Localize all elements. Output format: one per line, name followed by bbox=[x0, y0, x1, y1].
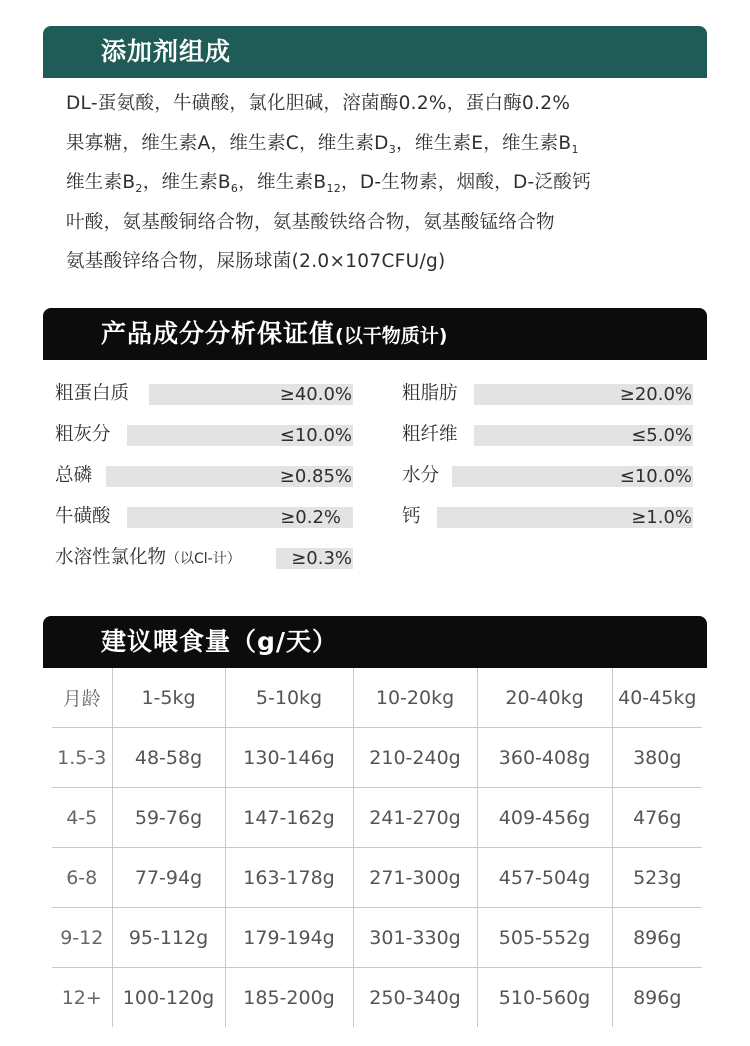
amount-cell: 271-300g bbox=[353, 848, 477, 908]
table-row bbox=[52, 728, 702, 788]
amount-cell: 523g bbox=[612, 848, 702, 908]
analysis-value: ≥0.85% bbox=[279, 466, 352, 487]
additives-line-3-d: ，D-生物素，烟酸，D-泛酸钙 bbox=[341, 172, 591, 193]
analysis-item-calcium bbox=[402, 504, 694, 530]
subscript-b1: 1 bbox=[571, 142, 579, 156]
amount-cell: 250-340g bbox=[353, 968, 477, 1028]
analysis-title-main: 产品成分分析保证值 bbox=[101, 319, 336, 348]
analysis-title bbox=[101, 308, 447, 362]
value-bar bbox=[437, 507, 693, 528]
analysis-item-taurine bbox=[55, 504, 353, 530]
value-bar bbox=[474, 384, 693, 405]
header-weight: 20-40kg bbox=[477, 668, 612, 728]
amount-cell: 185-200g bbox=[225, 968, 353, 1028]
amount-cell: 130-146g bbox=[225, 728, 353, 788]
table-row bbox=[52, 908, 702, 968]
subscript-b2: 2 bbox=[135, 182, 143, 195]
analysis-label: 粗纤维 bbox=[402, 424, 458, 445]
amount-cell: 147-162g bbox=[225, 788, 353, 848]
additives-line-2-a: 果寡糖，维生素A，维生素C，维生素D bbox=[66, 132, 389, 154]
chloride-label: 水溶性氯化物 bbox=[55, 547, 167, 568]
table-row bbox=[52, 788, 702, 848]
feeding-title: 建议喂食量（g/天） bbox=[101, 627, 339, 656]
table-row bbox=[52, 968, 702, 1028]
analysis-label: 粗蛋白质 bbox=[55, 383, 130, 404]
value-bar bbox=[127, 425, 353, 446]
analysis-value: ≥0.2% bbox=[280, 507, 341, 528]
value-bar bbox=[276, 548, 353, 569]
analysis-label: 总磷 bbox=[55, 465, 93, 486]
table-header-row bbox=[52, 668, 702, 728]
additives-list bbox=[66, 88, 686, 286]
amount-cell: 476g bbox=[612, 788, 702, 848]
additives-line-3-a: 维生素B bbox=[66, 172, 136, 193]
analysis-item-crude-protein bbox=[55, 381, 353, 407]
analysis-item-total-phosphorus bbox=[55, 463, 353, 489]
analysis-banner bbox=[43, 308, 707, 360]
age-cell: 9-12 bbox=[52, 908, 112, 968]
additives-line-2 bbox=[66, 128, 686, 168]
analysis-item-water-soluble-chloride bbox=[55, 545, 353, 571]
value-bar bbox=[106, 466, 353, 487]
feeding-banner bbox=[43, 616, 707, 668]
amount-cell: 360-408g bbox=[477, 728, 612, 788]
analysis-label: 粗脂肪 bbox=[402, 383, 458, 404]
amount-cell: 59-76g bbox=[112, 788, 225, 848]
header-weight: 1-5kg bbox=[112, 668, 225, 728]
amount-cell: 301-330g bbox=[353, 908, 477, 968]
age-cell: 1.5-3 bbox=[52, 728, 112, 788]
table-row bbox=[52, 848, 702, 908]
additives-title: 添加剂组成 bbox=[101, 37, 232, 66]
amount-cell: 457-504g bbox=[477, 848, 612, 908]
age-cell: 12+ bbox=[52, 968, 112, 1028]
analysis-label bbox=[55, 545, 241, 572]
header-weight: 10-20kg bbox=[353, 668, 477, 728]
header-weight: 5-10kg bbox=[225, 668, 353, 728]
additives-line-3 bbox=[66, 167, 686, 207]
amount-cell: 241-270g bbox=[353, 788, 477, 848]
analysis-label: 牛磺酸 bbox=[55, 506, 111, 527]
header-weight: 40-45kg bbox=[612, 668, 702, 728]
analysis-item-crude-fat bbox=[402, 381, 694, 407]
additives-line-5 bbox=[66, 246, 686, 286]
additives-line-3-b: ，维生素B bbox=[142, 172, 231, 193]
additives-line-1-text: DL-蛋氨酸，牛磺酸，氯化胆碱，溶菌酶0.2%，蛋白酶0.2% bbox=[66, 93, 571, 114]
analysis-value: ≤5.0% bbox=[631, 425, 692, 446]
amount-cell: 95-112g bbox=[112, 908, 225, 968]
additives-line-1 bbox=[66, 88, 686, 128]
amount-cell: 510-560g bbox=[477, 968, 612, 1028]
additives-banner bbox=[43, 26, 707, 78]
analysis-value: ≥40.0% bbox=[279, 384, 352, 405]
subscript-b6: 6 bbox=[230, 182, 239, 195]
additives-line-5-text: 氨基酸锌络合物，屎肠球菌(2.0×107CFU/g) bbox=[66, 251, 446, 272]
analysis-value: ≤10.0% bbox=[279, 425, 352, 446]
header-age: 月龄 bbox=[52, 668, 112, 728]
analysis-value: ≤10.0% bbox=[619, 466, 692, 487]
chloride-value: ≥0.3% bbox=[291, 548, 352, 569]
amount-cell: 210-240g bbox=[353, 728, 477, 788]
feeding-table bbox=[52, 668, 702, 1027]
subscript-b12: 12 bbox=[326, 182, 342, 195]
chloride-note: （以Cl-计） bbox=[166, 551, 241, 567]
additives-line-2-b: ，维生素E，维生素B bbox=[396, 132, 572, 154]
analysis-value: ≥20.0% bbox=[619, 384, 692, 405]
value-bar bbox=[452, 466, 693, 487]
analysis-label: 粗灰分 bbox=[55, 424, 111, 445]
age-cell: 4-5 bbox=[52, 788, 112, 848]
analysis-label: 钙 bbox=[402, 506, 421, 527]
analysis-item-crude-fiber bbox=[402, 422, 694, 448]
value-bar bbox=[474, 425, 693, 446]
analysis-label: 水分 bbox=[402, 465, 440, 486]
amount-cell: 505-552g bbox=[477, 908, 612, 968]
amount-cell: 77-94g bbox=[112, 848, 225, 908]
additives-line-3-c: ，维生素B bbox=[238, 172, 327, 193]
amount-cell: 409-456g bbox=[477, 788, 612, 848]
amount-cell: 179-194g bbox=[225, 908, 353, 968]
amount-cell: 896g bbox=[612, 908, 702, 968]
subscript-d3: 3 bbox=[388, 142, 397, 156]
value-bar bbox=[149, 384, 353, 405]
amount-cell: 380g bbox=[612, 728, 702, 788]
amount-cell: 48-58g bbox=[112, 728, 225, 788]
value-bar bbox=[127, 507, 353, 528]
analysis-value: ≥1.0% bbox=[631, 507, 692, 528]
age-cell: 6-8 bbox=[52, 848, 112, 908]
amount-cell: 100-120g bbox=[112, 968, 225, 1028]
amount-cell: 163-178g bbox=[225, 848, 353, 908]
analysis-title-sub: (以干物质计) bbox=[335, 325, 448, 347]
additives-line-4-text: 叶酸，氨基酸铜络合物，氨基酸铁络合物，氨基酸锰络合物 bbox=[66, 211, 555, 233]
additives-line-4 bbox=[66, 207, 686, 247]
amount-cell: 896g bbox=[633, 986, 682, 1009]
analysis-item-moisture bbox=[402, 463, 694, 489]
analysis-item-crude-ash bbox=[55, 422, 353, 448]
